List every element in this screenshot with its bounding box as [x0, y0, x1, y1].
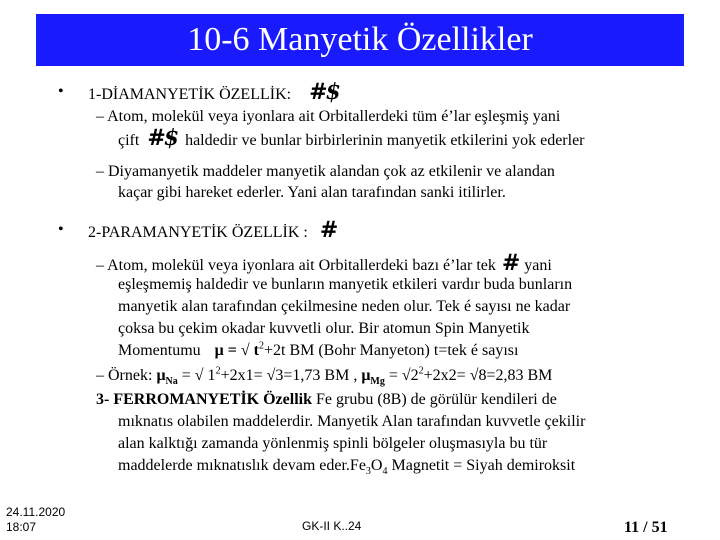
diamagnetic-line-3: – Diyamanyetik maddeler manyetik alandan çok az etkilenir ve alandan: [96, 163, 555, 180]
subscript: 4: [382, 466, 388, 478]
single-electron-symbol: #: [319, 217, 337, 243]
text-fragment: maddelerde mıknatıslık devam eder.Fe: [118, 457, 366, 474]
paramagnetic-line-3: manyetik alan tarafından çekilmesine neden olur. Tek é sayısı ne kadar: [118, 298, 571, 315]
diamagnetic-line-4: kaçar gibi hareket ederler. Yani alan tarafından sanki itilirler.: [118, 184, 506, 201]
paramagnetic-line-2: eşleşmemiş haldedir ve bunların manyetik etkileri vardır buda bunların: [118, 276, 573, 293]
diamagnetic-line-1: – Atom, molekül veya iyonlara ait Orbitallerdeki tüm é’lar eşleşmiş yani: [96, 108, 561, 125]
ferromagnetic-line-1: [96, 390, 557, 410]
ferromagnetic-line-2: mıknatıs olabilen maddelerdir. Manyetik Alan tarafından kuvvetle çekilir: [118, 413, 586, 430]
text-fragment: yani: [524, 257, 552, 274]
text-fragment: – Örnek:: [96, 367, 153, 384]
paramagnetic-heading-line: [88, 217, 337, 243]
superscript: 2: [215, 365, 221, 377]
paramagnetic-line-4: çoksa bu çekim okadar kuvvetli olur. Bir atomun Spin Manyetik: [118, 320, 530, 337]
footer-date: 24.11.2020: [6, 505, 66, 519]
text-fragment: +2x1= √3=1,73 BM ,: [220, 367, 362, 384]
text-fragment: O: [370, 457, 383, 474]
text-fragment: = √2: [384, 367, 419, 384]
single-electron-symbol: #: [501, 250, 519, 276]
bullet-dot: •: [58, 83, 64, 100]
footer-time: 18:07: [6, 520, 37, 534]
mu-symbol: μ: [361, 367, 371, 384]
spin-moment-formula-line: [118, 341, 518, 361]
text-fragment: Momentumu: [118, 342, 201, 359]
paired-electron-symbol: #$: [309, 79, 339, 105]
ferromagnetic-heading: 3- FERROMANYETİK Özellik: [96, 391, 312, 408]
diamagnetic-line-2: [118, 125, 585, 151]
diamagnetic-heading: 1-DİAMANYETİK ÖZELLİK:: [88, 86, 292, 103]
ferromagnetic-line-3: alan kalktığı zamanda yönlenmiş spinli bölgeler oluşmasıyla bu tür: [118, 435, 548, 452]
mu-symbol: μ: [156, 367, 166, 384]
page-number: 11 / 51: [624, 519, 668, 536]
example-line: [96, 366, 552, 386]
text-fragment: = √ 1: [177, 367, 216, 384]
superscript: 2: [418, 365, 424, 377]
text-fragment: çift: [118, 132, 140, 149]
paired-electron-symbol: #$: [147, 125, 178, 151]
text-fragment: – Atom, molekül veya iyonlara ait Orbitallerdeki bazı é’lar tek: [96, 257, 496, 274]
paramagnetic-line-1: [96, 250, 552, 276]
subscript: Mg: [370, 376, 385, 388]
slide-title: 10-6 Manyetik Özellikler: [187, 21, 533, 58]
text-fragment: Fe grubu (8B) de görülür kendileri de: [312, 391, 557, 408]
bullet-dot: •: [58, 221, 64, 238]
superscript: 2: [258, 340, 264, 352]
text-fragment: haldedir ve bunlar birbirlerinin manyetik etkilerini yok ederler: [185, 132, 585, 149]
paramagnetic-heading: 2-PARAMANYETİK ÖZELLİK :: [88, 224, 308, 241]
text-fragment: Magnetit = Siyah demiroksit: [387, 457, 576, 474]
subscript: 3: [365, 466, 371, 478]
footer-center-text: GK-II K..24: [302, 519, 362, 533]
mu-symbol: μ = √ t: [214, 342, 259, 359]
text-fragment: +2t BM (Bohr Manyeton) t=tek é sayısı: [263, 342, 519, 359]
diamagnetic-heading-line: [88, 79, 339, 105]
ferromagnetic-line-4: [118, 456, 575, 476]
subscript: Na: [165, 376, 178, 388]
text-fragment: +2x2= √8=2,83 BM: [423, 367, 553, 384]
